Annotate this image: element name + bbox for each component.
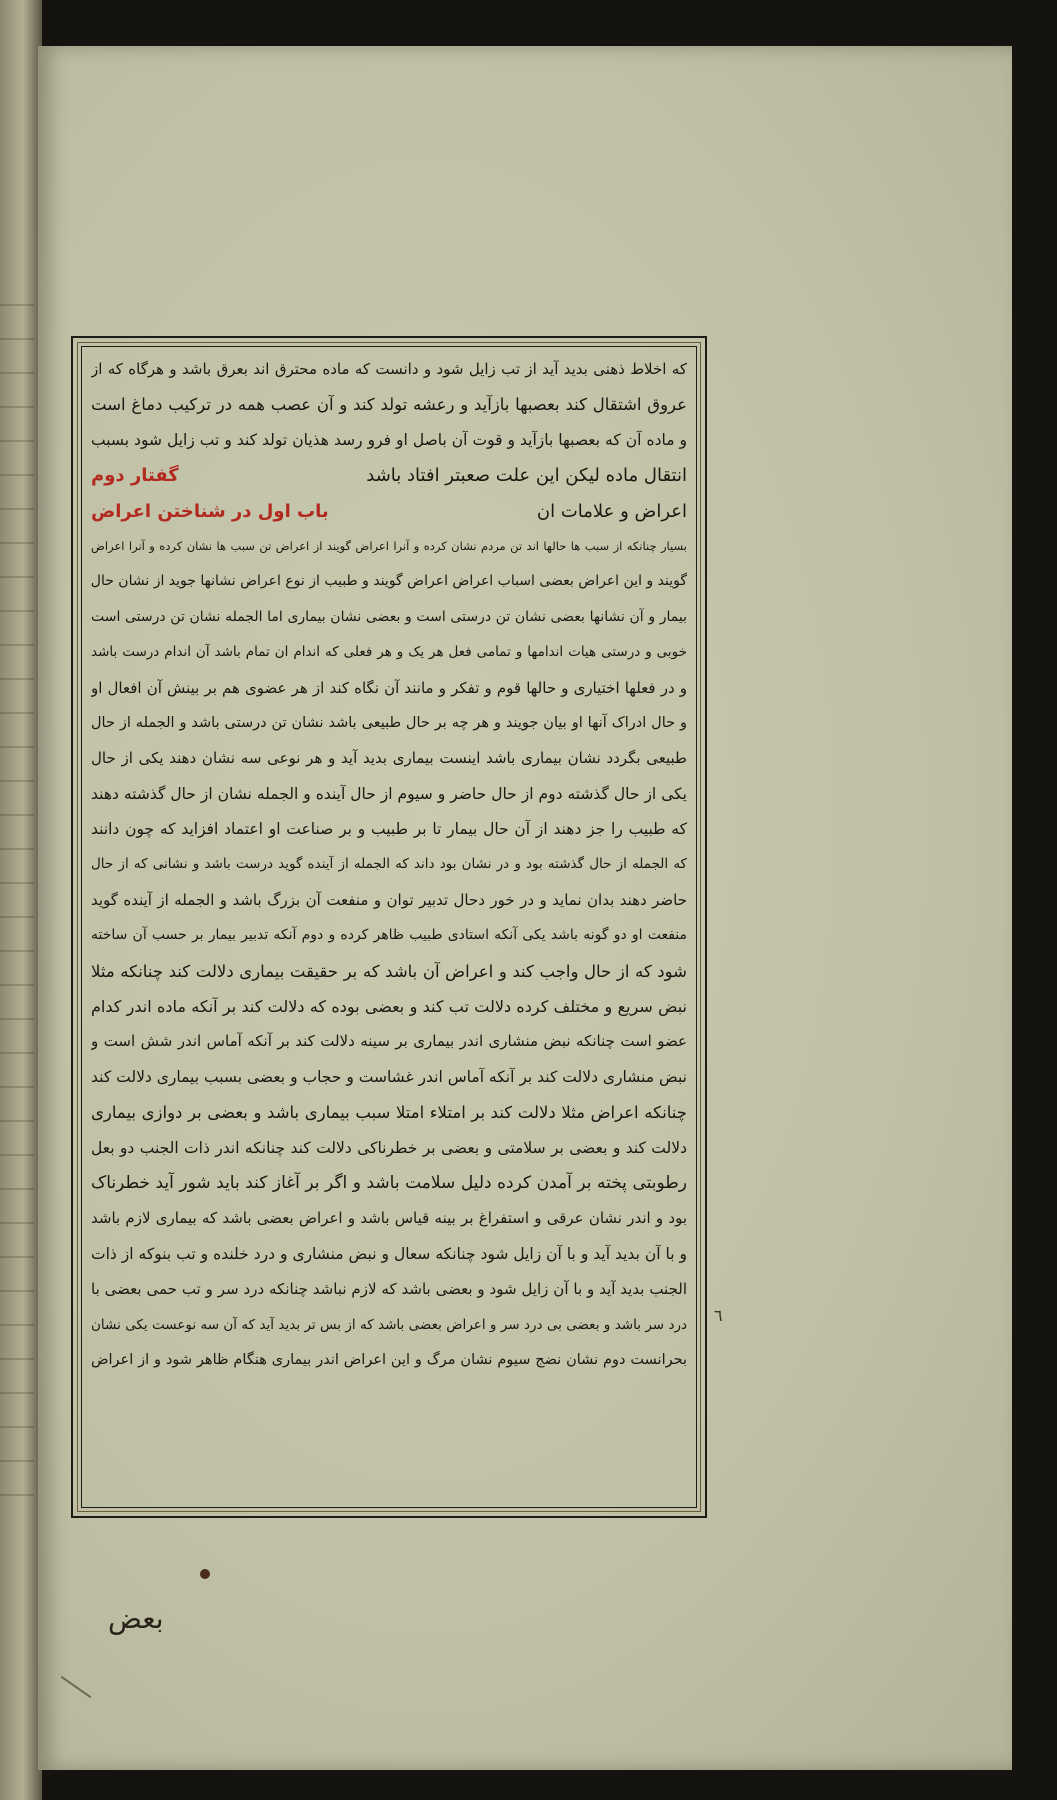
text-line: عضو است چنانکه نبض منشاری اندر بیماری بر سینه دلالت کند بر آنکه آماس اندر شش است و <box>91 1032 687 1051</box>
text-line: که الجمله از حال گذشته بود و در نشان بود داند که الجمله از آینده گوید درست باشد و نشانی که از حال <box>91 856 687 873</box>
text-line: الجنب بدید آید و با آن زایل شود و بعضی باشد که لازم نباشد چنانکه درد سر و تب حمی بعضی با <box>91 1280 687 1299</box>
rubric-line-top <box>91 458 687 493</box>
page-scratch <box>61 1676 92 1698</box>
text-block <box>91 352 687 1504</box>
text-line: اعراض و علامات ان <box>536 500 687 522</box>
text-line: رطوبتی پخته بر آمدن کرده دلیل سلامت باشد و اگر بر آغاز کند باید شور آید خطرناک <box>91 1172 687 1193</box>
facing-page-edge <box>0 0 42 1800</box>
text-line: و حال ادراک آنها او بیان جویند و هر چه بر حال طبیعی باشد نشان تن درستی باشد و الجمله از حال <box>91 714 687 731</box>
text-line: بسیار چنانکه از سبب ها حالها اند تن مردم نشان کرده و آنرا اعراض گویند از اعراض تن سبب ها نشان کرده و آنرا اعراض <box>91 538 687 553</box>
text-line: بحرانست دوم نشان نضج سیوم نشان مرگ و این اعراض اندر بیماری هنگام ظاهر شود و از اعراض <box>91 1351 687 1368</box>
text-line: که اخلاط ذهنی بدید آید از تب زایل شود و دانست که ماده محترق اند بعرق باشد و هرگاه که از <box>91 360 687 378</box>
text-line: و با آن بدید آید و با آن زایل شود چنانکه سعال و نبض منشاری و درد خلنده و تب بنوکه از ذات <box>91 1244 687 1263</box>
catchword: بعض <box>108 1602 164 1635</box>
text-line: یکی از حال گذشته دوم از حال حاضر و سیوم از حال آینده و الجمله نشان از حال گذشته دهند <box>91 784 687 803</box>
text-line: و در فعلها اختیاری و حالها قوم و تفکر و مانند آن نگاه کند از هر عضوی هم بر بینش آن افعال او <box>91 678 687 697</box>
text-line: نبض سریع و مختلف کرده دلالت تب کند و بعضی بوده که دلالت کند بر آنکه ماده اندر کدام <box>91 997 687 1017</box>
rubric-chapter-title: باب اول در شناختن اعراض <box>91 500 329 522</box>
text-line: عروق اشتقال کند بعصبها بازآید و رعشه تولد کند و آن عصب همه در ترکیب دماغ است <box>91 395 687 415</box>
manuscript-page <box>38 46 1012 1770</box>
text-line: خوبی و درستی هیات اندامها و تمامی فعل هر یک و هر فعلی که اندام ان تمام باشد آن اندام درست باشد <box>91 644 687 661</box>
margin-folio-mark: ٦ <box>714 1306 723 1325</box>
text-line: دلالت کند و بعضی بر سلامتی و بعضی بر خطرناکی دلالت کند چنانکه اندر ذات الجنب دو بعل <box>91 1138 687 1157</box>
rubric-line-chapter <box>91 494 687 529</box>
facing-page-text <box>0 290 34 1500</box>
text-line: منفعت او دو گونه باشد یکی آنکه استادی طبیب ظاهر کرده و دوم آنکه تدبیر بیمار بر حسب آن ساخته <box>91 927 687 944</box>
text-line: درد سر باشد و بعضی بی درد سر و اعراض بعضی باشد که از بس تر بدید آید که آن سه نوعست یکی نشان <box>91 1316 687 1333</box>
text-line: که طبیب را جز دهند از آن حال بیمار تا بر طبیب و بر صناعت او اعتماد افزاید که چون دانند <box>91 820 687 839</box>
rubric-section-title: گفتار دوم <box>91 465 179 487</box>
text-line: بیمار و آن نشانها بعضی نشان تن درستی است و بعضی نشان بیماری اما الجمله نشان تن درستی است <box>91 608 687 625</box>
text-line: گویند و این اعراض بعضی اسباب اعراض اعراض گویند و طبیب از نوع اعراض نشانها جوید از نشان حال <box>91 573 687 590</box>
ink-stain <box>200 1569 210 1579</box>
text-line: شود که از حال واجب کند و اعراض آن باشد که بر حقیقت بیماری دلالت کند چنانکه مثلا <box>91 961 687 981</box>
text-line: طبیعی بگردد نشان بیماری باشد اینست بیماری بدید آید و هر نوعی سه نشان دهند یکی از حال <box>91 749 687 768</box>
text-frame <box>71 336 707 1518</box>
text-line: انتقال ماده لیکن این علت صعبتر افتاد باشد <box>366 465 687 487</box>
text-line: چنانکه اعراض مثلا دلالت کند بر امتلاء امتلا سبب بیماری باشد و بعضی بر دوازی بیماری <box>91 1103 687 1123</box>
text-line: حاضر دهند بدان نماید و در خور دحال تدبیر توان و منفعت آن بزرگ باشد و الجمله از آینده گوید <box>91 890 687 909</box>
text-line: نبض منشاری دلالت کند بر آنکه آماس اندر غشاست و حجاب و بعضی بسبب بیماری دلالت کند <box>91 1067 687 1086</box>
text-line: بود و اندر نشان عرقی و استفراغ بر بینه قیاس باشد و اعراض بعضی باشد که بیماری لازم باشد <box>91 1209 687 1228</box>
text-line: و ماده آن که بعصبها بازآید و قوت آن باصل او فرو رسد هذیان تولد کند و تب زایل شود بسبب <box>91 430 687 449</box>
